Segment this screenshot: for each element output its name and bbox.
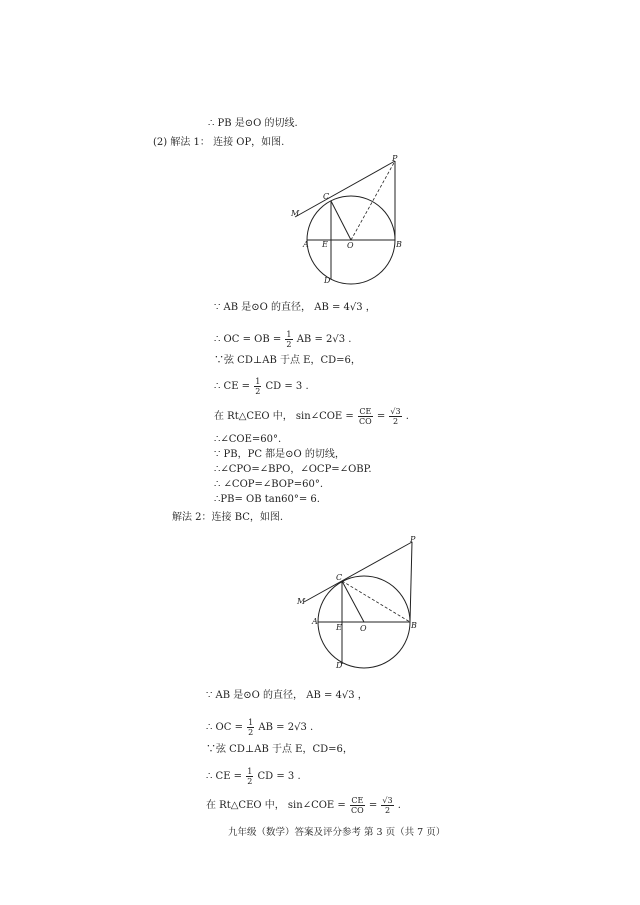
angle-coe-60: ∴∠COE=60°. [214,434,282,445]
label-c: C [323,192,330,201]
label-m: M [297,597,306,606]
fraction-half: $\frac{1}{2}$ [248,718,254,737]
angle-cop-bop: ∴ ∠COP=∠BOP=60°. [214,479,323,490]
label-e: E [336,623,342,632]
chord-cd-line-2: ∵弦 CD⊥AB 于点 E，CD=6， [206,744,353,755]
fraction-ce-co: $\frac{CE}{CO}$ [350,796,364,815]
sin-coe-line: 在 Rt△CEO 中， sin∠COE = $\frac{CE}{CO}$ = $\frac{√3}{2}$ . [214,407,409,426]
label-m: M [291,209,300,218]
fraction-half: $\frac{1}{2}$ [286,330,292,349]
label-b: B [411,621,417,630]
conclusion-pb-tangent: ∴ PB 是⊙O 的切线. [208,118,298,129]
geometry-figure-1 [285,155,415,285]
label-a: A [312,617,318,626]
fraction-ce-co: $\frac{CE}{CO}$ [358,407,372,426]
label-a: A [303,240,309,249]
fraction-half: $\frac{1}{2}$ [247,767,253,786]
oc-line-2: ∴ OC = $\frac{1}{2}$ AB = 2√3 . [206,718,314,737]
label-o: O [360,624,367,633]
oc-equals-ob-line: ∴ OC = OB = $\frac{1}{2}$ AB = 2√3 . [214,330,352,349]
given-ab-diameter-2: ∵ AB 是⊙O 的直径， AB = 4√3 ， [206,690,368,701]
ce-equals-line-2: ∴ CE = $\frac{1}{2}$ CD = 3 . [206,767,301,786]
label-c: C [336,573,343,582]
label-b: B [396,240,402,249]
page-footer: 九年级（数学）答案及评分参考 第 3 页（共 7 页） [228,827,446,838]
label-d: D [336,661,343,670]
method-2-heading: 解法 2：连接 BC，如图. [172,512,284,523]
geometry-figure-2 [292,534,422,674]
label-e: E [322,240,328,249]
label-p: P [410,535,416,544]
fraction-sqrt3-2: $\frac{√3}{2}$ [382,796,393,815]
angle-equalities: ∴∠CPO=∠BPO，∠OCP=∠OBP. [214,464,372,475]
pb-result: ∴PB= OB tan60°= 6. [214,494,320,505]
sin-coe-line-2: 在 Rt△CEO 中， sin∠COE = $\frac{CE}{CO}$ = $\frac{√3}{2}$ . [206,796,401,815]
label-o: O [347,241,354,250]
chord-cd-line: ∵弦 CD⊥AB 于点 E，CD=6， [214,355,361,366]
given-ab-diameter: ∵ AB 是⊙O 的直径， AB = 4√3 ， [214,302,376,313]
method-1-heading: (2) 解法 1： 连接 OP，如图. [153,137,285,148]
label-d: D [324,276,331,285]
fraction-sqrt3-2: $\frac{√3}{2}$ [390,407,401,426]
fraction-half: $\frac{1}{2}$ [255,377,261,396]
ce-equals-line: ∴ CE = $\frac{1}{2}$ CD = 3 . [214,377,309,396]
pb-pc-tangents: ∵ PB，PC 都是⊙O 的切线， [214,449,345,460]
label-p: P [392,155,398,163]
